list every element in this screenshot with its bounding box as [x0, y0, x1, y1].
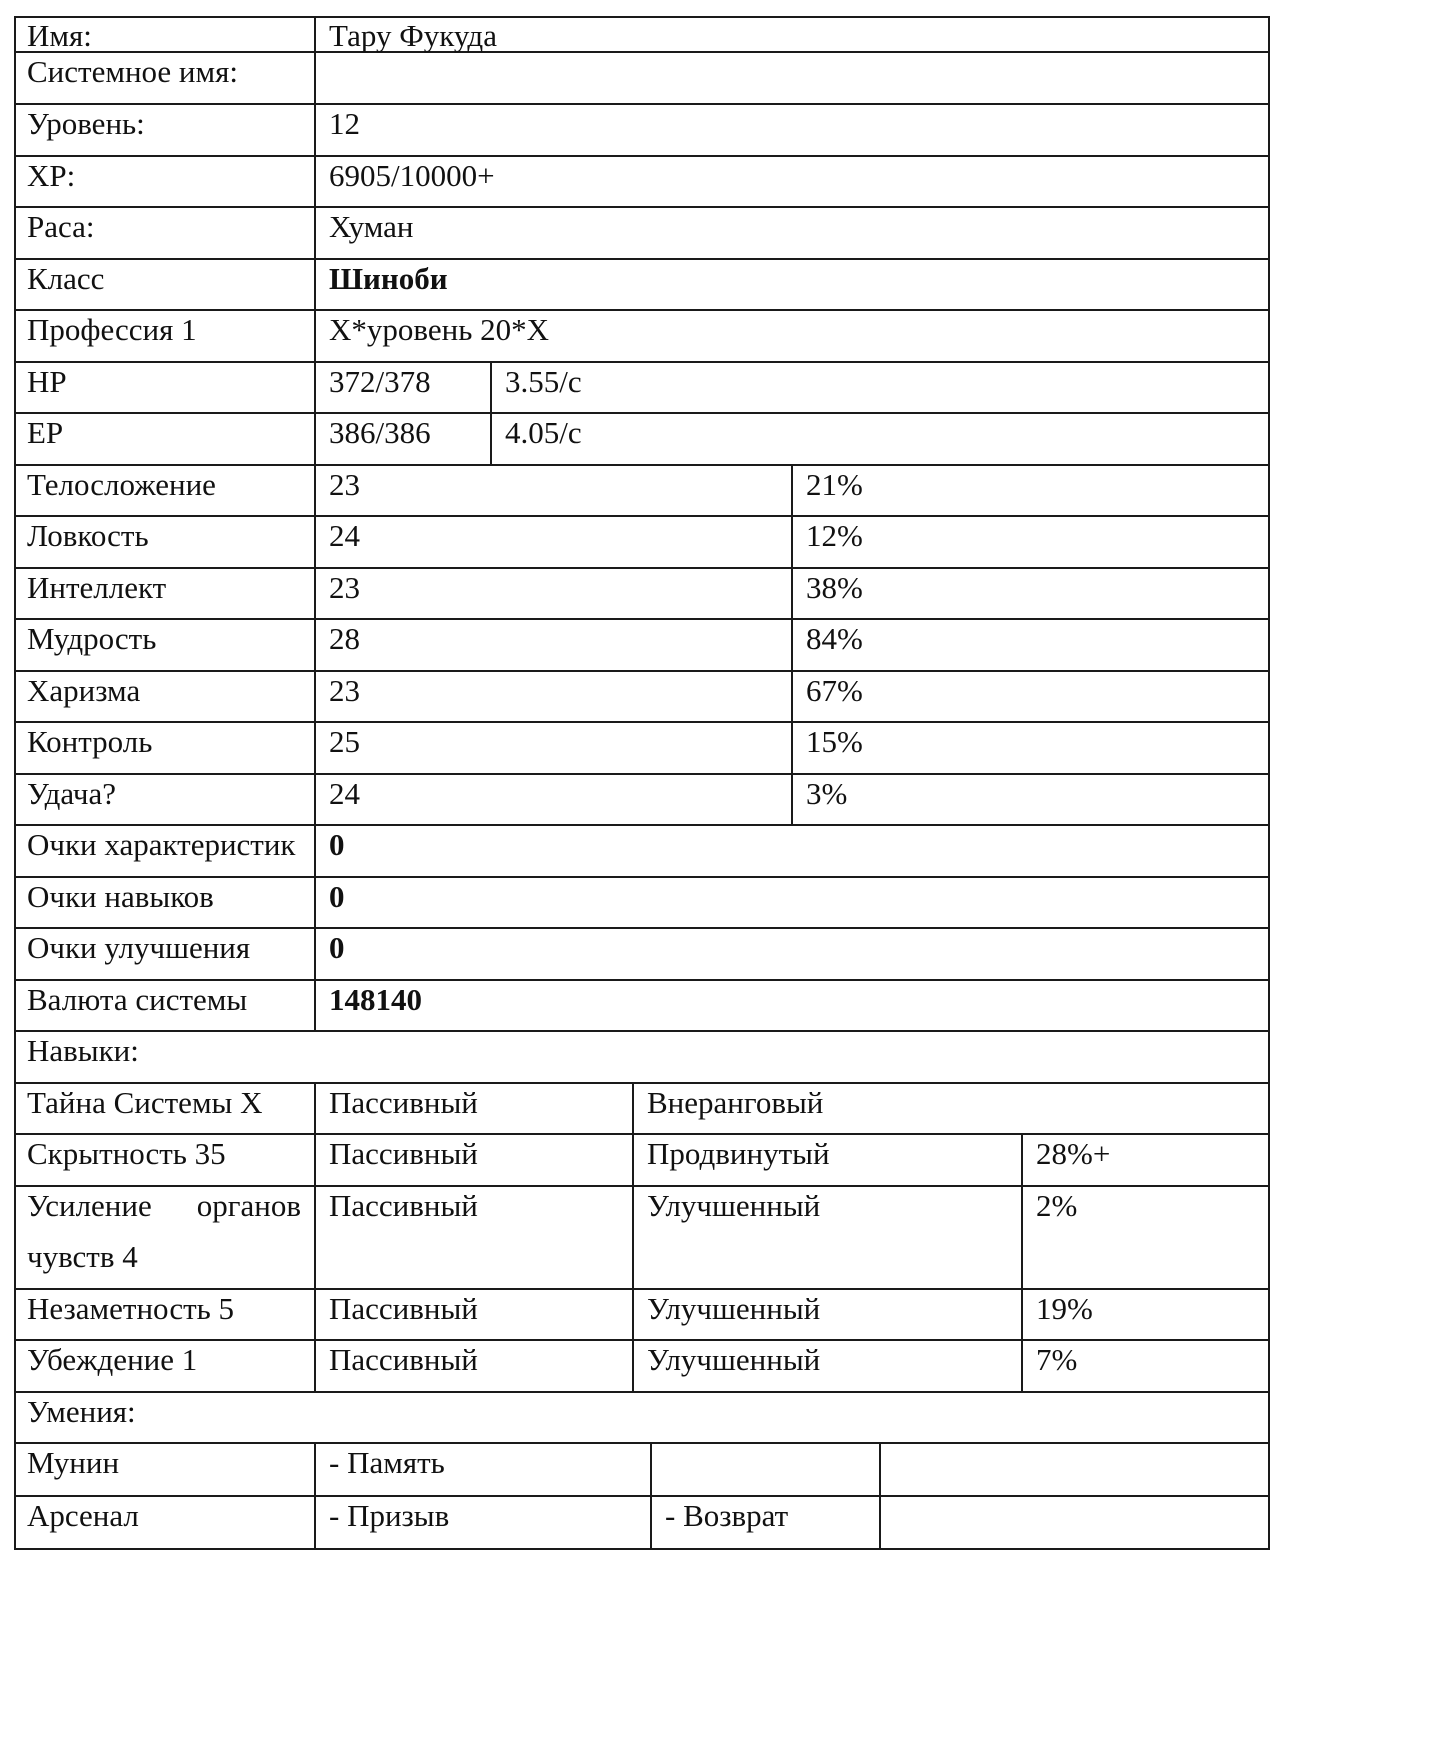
- attr-value: 25: [329, 724, 360, 759]
- attr-label: Харизма: [27, 673, 141, 708]
- points-value: 0: [329, 930, 345, 965]
- attr-value: 23: [329, 673, 360, 708]
- rule: [14, 16, 16, 1550]
- skill-type: Пассивный: [329, 1342, 478, 1377]
- rule: [14, 412, 1270, 414]
- attr-label: Контроль: [27, 724, 153, 759]
- level-label: Уровень:: [27, 106, 145, 141]
- rule: [14, 1442, 1270, 1444]
- rule: [490, 361, 492, 466]
- skill-rank: Улучшенный: [647, 1291, 821, 1326]
- ability-mode: - Призыв: [329, 1498, 450, 1533]
- attr-label: Интеллект: [27, 570, 167, 605]
- attr-label: Мудрость: [27, 621, 157, 656]
- profession-value: X*уровень 20*X: [329, 312, 549, 347]
- skill-type: Пассивный: [329, 1188, 478, 1223]
- xp-value: 6905/10000+: [329, 158, 495, 193]
- ability-mode: - Возврат: [665, 1498, 789, 1533]
- rule: [14, 16, 1270, 18]
- rule: [314, 1082, 316, 1393]
- rule: [314, 16, 316, 1032]
- points-value: 0: [329, 827, 345, 862]
- rule: [14, 206, 1270, 208]
- attr-percent: 38%: [806, 570, 863, 605]
- xp-label: XP:: [27, 158, 76, 193]
- skill-name-line2: чувств 4: [27, 1239, 138, 1274]
- ep-label: EP: [27, 415, 64, 450]
- attr-label: Удача?: [27, 776, 117, 811]
- skill-rank: Улучшенный: [647, 1188, 821, 1223]
- rule: [314, 1442, 316, 1550]
- attr-percent: 3%: [806, 776, 848, 811]
- rule: [14, 103, 1270, 105]
- skill-progress: 19%: [1036, 1291, 1093, 1326]
- race-value: Хуман: [329, 209, 414, 244]
- skill-name-word: органов: [196, 1188, 301, 1223]
- points-label: Очки навыков: [27, 879, 214, 914]
- rule: [14, 515, 1270, 517]
- rule: [14, 1495, 1270, 1497]
- ability-mode: - Память: [329, 1445, 445, 1480]
- skill-type: Пассивный: [329, 1136, 478, 1171]
- skill-rank: Внеранговый: [647, 1085, 824, 1120]
- skill-progress: 7%: [1036, 1342, 1078, 1377]
- class-value: Шиноби: [329, 261, 448, 296]
- rule: [14, 1548, 1270, 1550]
- rule: [14, 1030, 1270, 1032]
- rule: [632, 1082, 634, 1393]
- skill-rank: Улучшенный: [647, 1342, 821, 1377]
- skill-name: Тайна Системы X: [27, 1085, 263, 1120]
- rule: [14, 1391, 1270, 1393]
- points-value: 0: [329, 879, 345, 914]
- rule: [879, 1442, 881, 1550]
- attr-percent: 21%: [806, 467, 863, 502]
- skills-header: Навыки:: [27, 1033, 139, 1068]
- attr-percent: 15%: [806, 724, 863, 759]
- points-value: 148140: [329, 982, 422, 1017]
- rule: [14, 618, 1270, 620]
- attr-value: 24: [329, 776, 360, 811]
- skill-name: Скрытность 35: [27, 1136, 226, 1171]
- rule: [14, 721, 1270, 723]
- skill-name: Убеждение 1: [27, 1342, 198, 1377]
- level-value: 12: [329, 106, 360, 141]
- rule: [14, 773, 1270, 775]
- skill-name-word: Усиление: [27, 1188, 152, 1223]
- rule: [14, 155, 1270, 157]
- points-label: Очки улучшения: [27, 930, 251, 965]
- attr-label: Ловкость: [27, 518, 149, 553]
- attr-value: 23: [329, 467, 360, 502]
- attr-percent: 12%: [806, 518, 863, 553]
- attr-value: 28: [329, 621, 360, 656]
- name-value: Тару Фукуда: [329, 18, 497, 53]
- hp-regen: 3.55/с: [505, 364, 582, 399]
- hp-value: 372/378: [329, 364, 431, 399]
- points-label: Очки характеристик: [27, 827, 296, 862]
- rule: [14, 258, 1270, 260]
- rule: [14, 1339, 1270, 1341]
- skill-name-line1: [27, 1186, 301, 1226]
- ep-value: 386/386: [329, 415, 431, 450]
- ability-name: Арсенал: [27, 1498, 139, 1533]
- rule: [14, 567, 1270, 569]
- hp-label: HP: [27, 364, 67, 399]
- skill-rank: Продвинутый: [647, 1136, 830, 1171]
- attr-percent: 84%: [806, 621, 863, 656]
- name-label: Имя:: [27, 18, 92, 53]
- points-label: Валюта системы: [27, 982, 248, 1017]
- skill-type: Пассивный: [329, 1085, 478, 1120]
- system-name-label: Системное имя:: [27, 54, 239, 89]
- skill-name: Незаметность 5: [27, 1291, 235, 1326]
- abilities-header: Умения:: [27, 1394, 136, 1429]
- rule: [14, 361, 1270, 363]
- rule: [791, 464, 793, 826]
- skill-progress: 2%: [1036, 1188, 1078, 1223]
- rule: [14, 670, 1270, 672]
- profession-label: Профессия 1: [27, 312, 197, 347]
- skill-progress: 28%+: [1036, 1136, 1111, 1171]
- attr-label: Телосложение: [27, 467, 216, 502]
- ep-regen: 4.05/с: [505, 415, 582, 450]
- ability-name: Мунин: [27, 1445, 120, 1480]
- rule: [650, 1442, 652, 1550]
- skill-type: Пассивный: [329, 1291, 478, 1326]
- rule: [1268, 16, 1270, 1550]
- attr-value: 24: [329, 518, 360, 553]
- rule: [14, 309, 1270, 311]
- attr-percent: 67%: [806, 673, 863, 708]
- class-label: Класс: [27, 261, 105, 296]
- attr-value: 23: [329, 570, 360, 605]
- rule: [1021, 1133, 1023, 1393]
- race-label: Раса:: [27, 209, 95, 244]
